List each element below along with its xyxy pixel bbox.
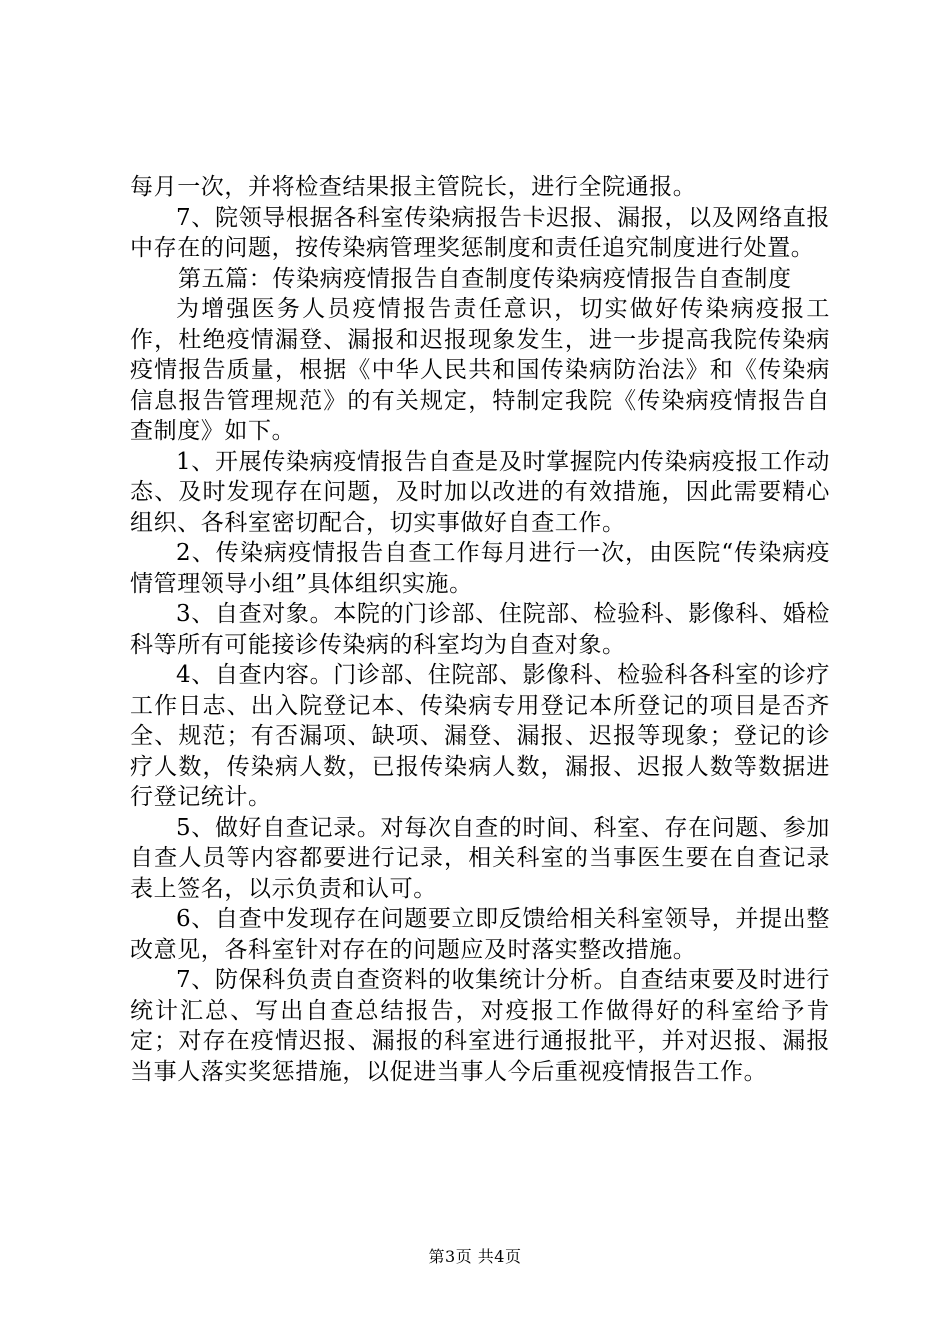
- paragraph: 为增强医务人员疫情报告责任意识，切实做好传染病疫报工作，杜绝疫情漏登、漏报和迟报现象发生，进一步提高我院传染病疫情报告质量，根据《中华人民共和国传染病防治法》和《传染病信息报告管理规范》的有关规定，特制定我院《传染病疫情报告自查制度》如下。: [130, 296, 830, 444]
- document-body: [130, 172, 830, 1087]
- section-heading: 第五篇：传染病疫情报告自查制度传染病疫情报告自查制度: [178, 265, 792, 292]
- page-number-footer: 第3页 共4页: [428, 1247, 522, 1266]
- paragraph: 每月一次，并将检查结果报主管院长，进行全院通报。: [130, 174, 697, 200]
- paragraph: 5、做好自查记录。对每次自查的时间、科室、存在问题、参加自查人员等内容都要进行记录，相关科室的当事医生要在自查记录表上签名，以示负责和认可。: [130, 814, 830, 902]
- paragraph: 7、院领导根据各科室传染病报告卡迟报、漏报，以及网络直报中存在的问题，按传染病管理奖惩制度和责任追究制度进行处置。: [130, 204, 830, 261]
- paragraph: 7、防保科负责自查资料的收集统计分析。自查结束要及时进行统计汇总、写出自查总结报告，对疫报工作做得好的科室给予肯定；对存在疫情迟报、漏报的科室进行通报批平，并对迟报、漏报当事人落实奖惩措施，以促进当事人今后重视疫情报告工作。: [130, 967, 830, 1085]
- paragraph: 6、自查中发现存在问题要立即反馈给相关科室领导，并提出整改意见，各科室针对存在的问题应及时落实整改措施。: [130, 906, 830, 963]
- paragraph: 1、开展传染病疫情报告自查是及时掌握院内传染病疫报工作动态、及时发现存在问题，及时加以改进的有效措施，因此需要精心组织、各科室密切配合，切实事做好自查工作。: [130, 448, 830, 536]
- paragraph: 4、自查内容。门诊部、住院部、影像科、检验科各科室的诊疗工作日志、出入院登记本、传染病专用登记本所登记的项目是否齐全、规范；有否漏项、缺项、漏登、漏报、迟报等现象；登记的诊疗人数，传染病人数，已报传染病人数，漏报、迟报人数等数据进行登记统计。: [130, 662, 830, 810]
- paragraph: 3、自查对象。本院的门诊部、住院部、检验科、影像科、婚检科等所有可能接诊传染病的科室均为自查对象。: [130, 601, 830, 658]
- paragraph: 2、传染病疫情报告自查工作每月进行一次，由医院“传染病疫情管理领导小组”具体组织实施。: [130, 540, 830, 597]
